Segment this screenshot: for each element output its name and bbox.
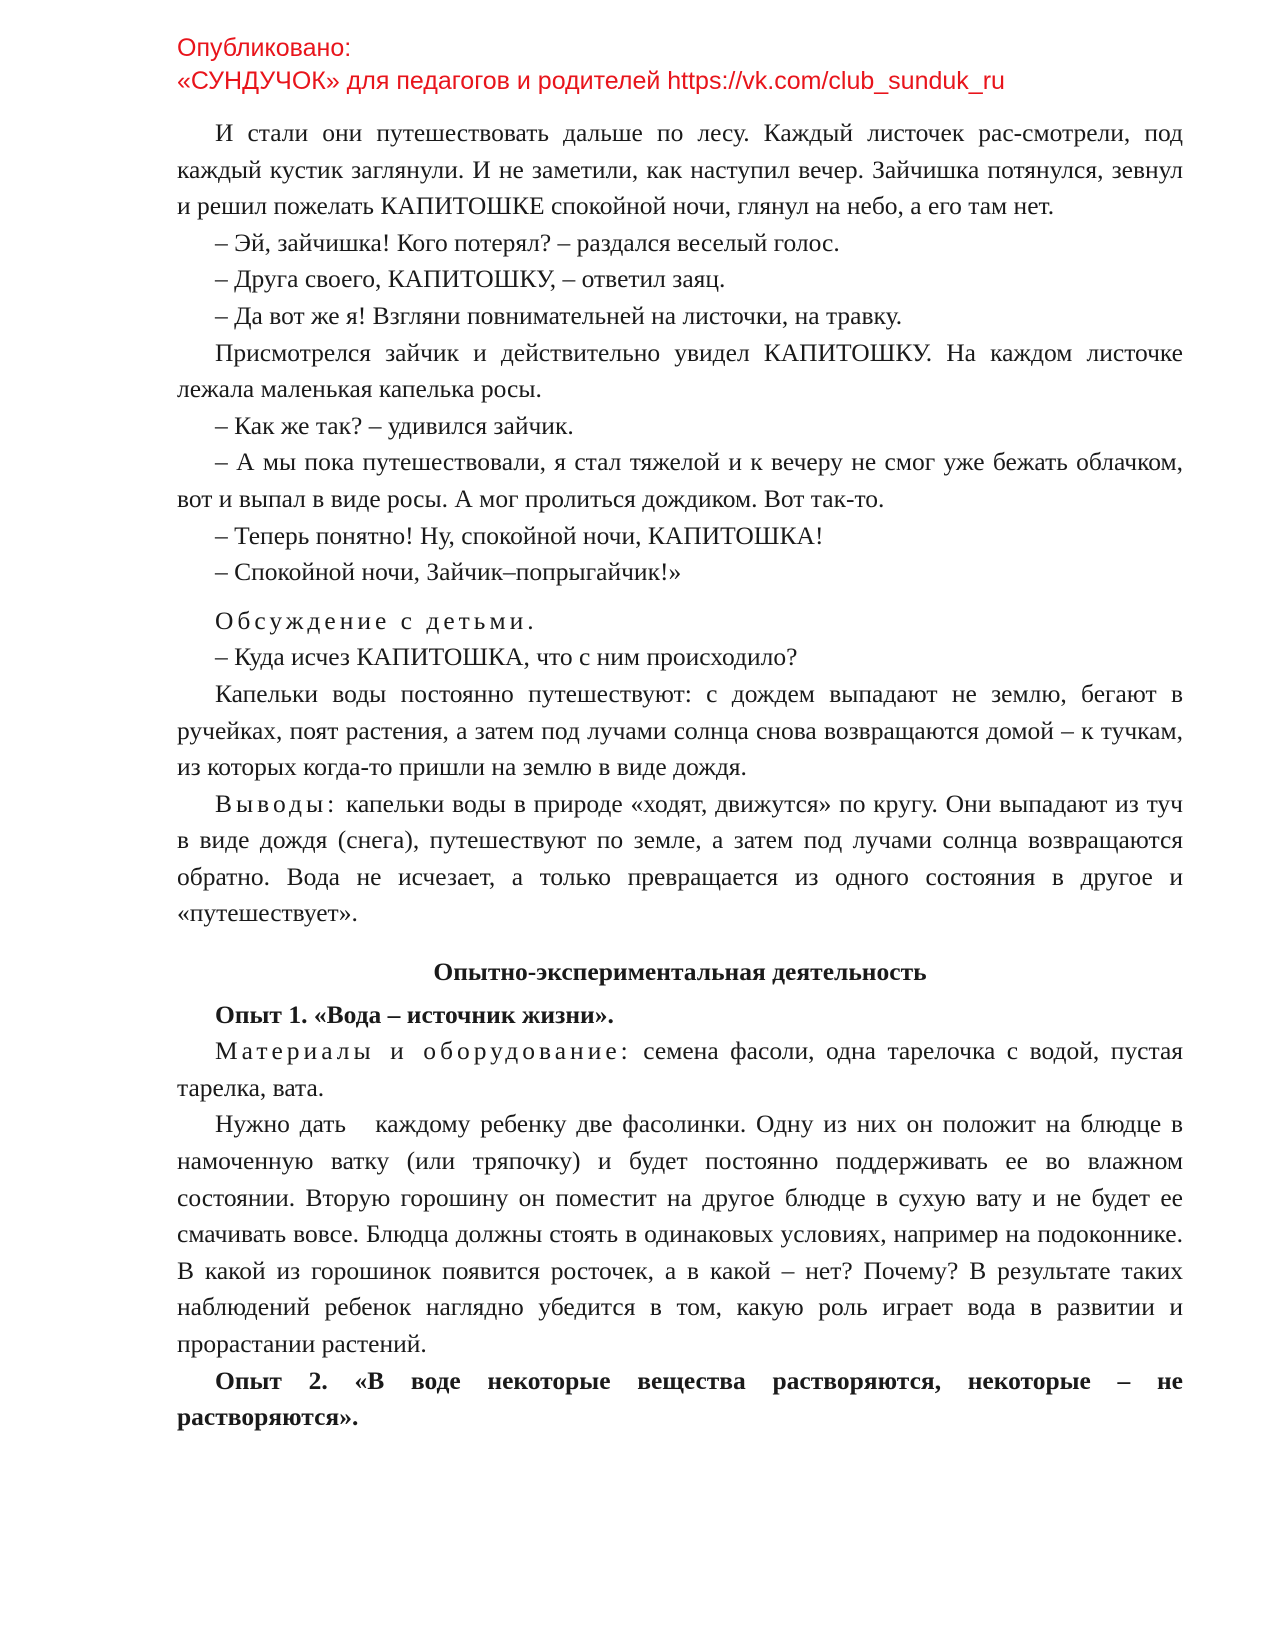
conclusion-paragraph bbox=[177, 786, 1183, 932]
story-dialogue-line: – Да вот же я! Взгляни повнимательней на листочки, на травку. bbox=[215, 300, 903, 330]
materials-text: семена фасоли, одна тарелочка с водой, пустая тарелка, вата. bbox=[177, 1036, 1183, 1102]
story-dialogue-line: – Теперь понятно! Ну, спокойной ночи, КАПИТОШКА! bbox=[215, 520, 824, 550]
publication-header bbox=[177, 32, 1177, 98]
story-paragraph: И стали они путешествовать дальше по лесу. Каждый листочек рас-смотрели, под каждый кустик заглянули. И не заметили, как наступил вечер. Зайчишка потянулся, зевнул и решил пожелать КАПИТОШКЕ спокойной ночи, глянул на небо, а его там нет. bbox=[177, 118, 1183, 221]
conclusion-label: Выводы: bbox=[215, 788, 339, 818]
story-dialogue-line: – Спокойной ночи, Зайчик–попрыгайчик!» bbox=[215, 557, 682, 587]
story-dialogue-line: – Как же так? – удивился зайчик. bbox=[215, 410, 574, 440]
document-body bbox=[177, 115, 1190, 1436]
experiment-1-materials bbox=[177, 1033, 1183, 1106]
story-dialogue-line: – Друга своего, КАПИТОШКУ, – ответил заяц. bbox=[215, 264, 726, 294]
story-dialogue-line: – Эй, зайчишка! Кого потерял? – раздался веселый голос. bbox=[215, 227, 840, 257]
materials-label: Материалы и оборудование: bbox=[215, 1036, 632, 1066]
published-label: Опубликовано: bbox=[177, 34, 352, 62]
experiment-2-title: Опыт 2. «В воде некоторые вещества растворяются, некоторые – не растворяются». bbox=[177, 1365, 1183, 1432]
publisher-link-line[interactable]: «СУНДУЧОК» для педагогов и родителей https://vk.com/club_sunduk_ru bbox=[177, 67, 1005, 95]
discussion-answer: Капельки воды постоянно путешествуют: с дождем выпадают не землю, бегают в ручейках, поят растения, а затем под лучами солнца снова возвращаются домой – к тучкам, из которых когда-то пришли на землю в виде дождя. bbox=[177, 678, 1183, 782]
section-heading: Опытно-экспериментальная деятельность bbox=[433, 957, 927, 987]
story-paragraph: Присмотрелся зайчик и действительно увидел КАПИТОШКУ. На каждом листочке лежала маленькая капелька росы. bbox=[177, 337, 1183, 404]
story-dialogue-line: – А мы пока путешествовали, я стал тяжелой и к вечеру не смог уже бежать облачком, вот и выпал в виде росы. А мог пролиться дождиком. Вот так-то. bbox=[177, 447, 1183, 513]
conclusion-text: капельки воды в природе «ходят, движутся» по кругу. Они выпадают из туч в виде дождя (снега), путешествуют по земле, а затем под лучами солнца возвращаются обратно. Вода не исчезает, а только превращается из одного состояния в другое и «путешествует». bbox=[177, 788, 1183, 928]
experiment-1-description: Нужно дать каждому ребенку две фасолинки. Одну из них он положит на блюдце в намоченную ватку (или тряпочку) и будет постоянно поддерживать ее во влажном состоянии. Вторую горошину он поместит на другое блюдце в сухую вату и не будет ее смачивать вовсе. Блюдца должны стоять в одинаковых условиях, например на подоконнике. В какой из горошинок появится росточек, а в какой – нет? Почему? В результате таких наблюдений ребенок наглядно убедится в том, какую роль играет вода в развитии и прорастании растений. bbox=[177, 1109, 1190, 1358]
discussion-question: – Куда исчез КАПИТОШКА, что с ним происходило? bbox=[215, 642, 798, 672]
discussion-label: Обсуждение с детьми. bbox=[215, 605, 538, 635]
experiment-1-title: Опыт 1. «Вода – источник жизни». bbox=[215, 999, 614, 1029]
